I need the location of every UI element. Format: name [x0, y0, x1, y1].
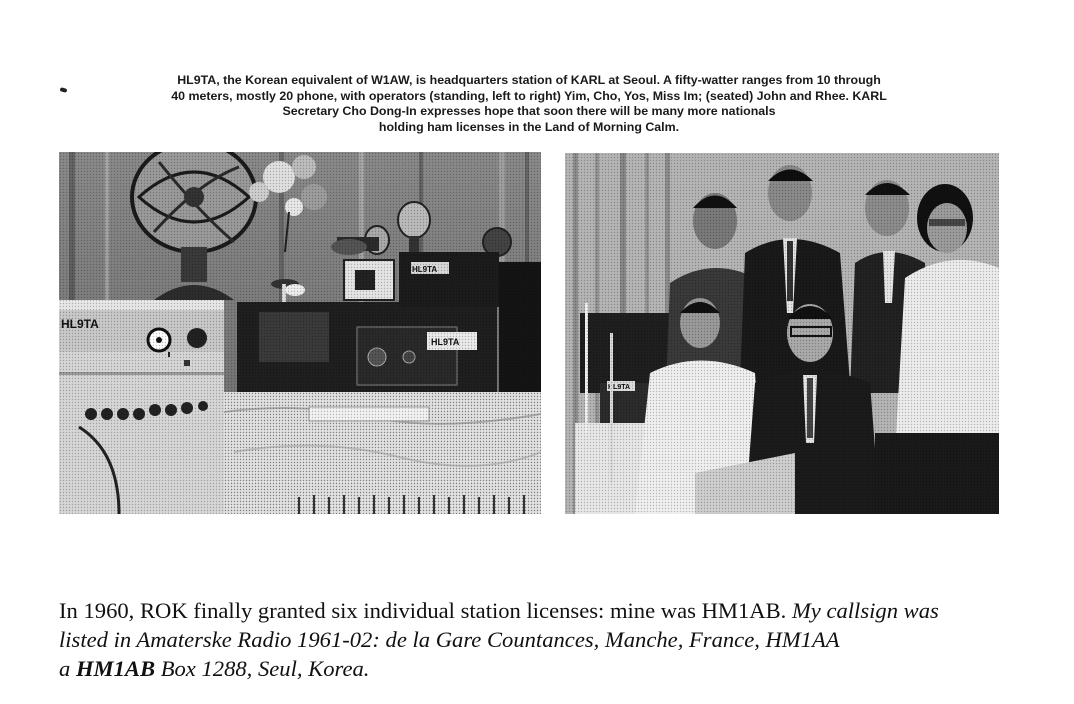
body-line-3-suffix: Box 1288, Seul, Korea. [155, 656, 370, 681]
caption-line-3: Secretary Cho Dong-In expresses hope that soon there will be many more nationals [282, 104, 776, 118]
body-line-3 [59, 654, 1049, 683]
body-line-1-italic: My callsign was [791, 598, 939, 623]
body-paragraph [59, 596, 1049, 683]
caption-line-2: 40 meters, mostly 20 phone, with operators (standing, left to right) Yim, Cho, Yos, Miss Im; (seated) John and Rhee. KARL [171, 88, 887, 103]
body-line-2-italic: listed in Amaterske Radio 1961-02: de la Gare Countances, Manche, France, HM1AA [59, 627, 840, 652]
caption-line-1: HL9TA, the Korean equivalent of W1AW, is headquarters station of KARL at Seoul. A fifty-watter ranges from 10 through [177, 73, 881, 87]
body-line-1-regular: In 1960, ROK finally granted six individual station licenses: mine was HM1AB. [59, 598, 792, 623]
body-line-3-callsign: HM1AB [75, 656, 156, 681]
body-line-2 [59, 625, 1049, 654]
body-line-1 [59, 596, 1049, 625]
operators-group-photo [565, 153, 999, 514]
photo-caption [120, 73, 938, 135]
stray-ink-mark [60, 87, 68, 93]
body-line-3-prefix: a [59, 656, 76, 681]
caption-line-4: holding ham licenses in the Land of Morning Calm. [378, 119, 680, 134]
radio-station-photo [59, 152, 541, 514]
